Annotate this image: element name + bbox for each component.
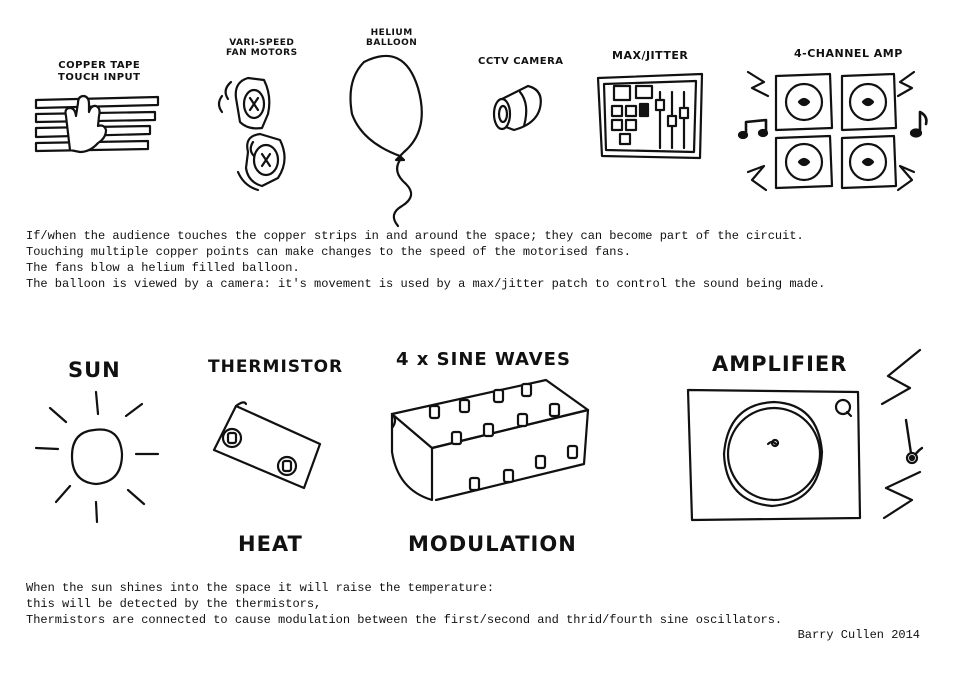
top-description-line: Touching multiple copper points can make changes to the speed of the motorised fans.: [26, 245, 631, 259]
sine-waves-label: 4 x SINE WAVES: [396, 349, 571, 370]
sun-illustration: [36, 392, 158, 522]
four-channel-amp-illustration: [739, 72, 926, 190]
max-jitter-label: MAX/JITTER: [612, 49, 689, 62]
cctv-camera-label: CCTV CAMERA: [478, 56, 564, 67]
sine-wave-oscillator-illustration: [392, 380, 588, 500]
cctv-camera-illustration: [494, 86, 541, 130]
top-description-line: The fans blow a helium filled balloon.: [26, 261, 300, 275]
fan-motors-label-line2: FAN MOTORS: [226, 48, 298, 59]
bottom-description-line: Thermistors are connected to cause modulation between the first/second and thrid/fourth sine oscillators.: [26, 613, 783, 627]
top-description-line: The balloon is viewed by a camera: it's movement is used by a max/jitter patch to control the sound being made.: [26, 277, 826, 291]
copper-tape-hand-illustration: [36, 96, 158, 152]
author-credit: Barry Cullen 2014: [797, 628, 920, 642]
fan-motors-label: [226, 38, 298, 59]
helium-balloon-illustration: [351, 56, 422, 226]
copper-tape-label-line1: COPPER TAPE: [58, 60, 141, 71]
thermistor-label: THERMISTOR: [208, 357, 344, 377]
modulation-label: MODULATION: [408, 532, 577, 556]
amplifier-label: AMPLIFIER: [712, 352, 848, 376]
heat-label: HEAT: [238, 532, 303, 556]
fan-motor-illustration: [219, 78, 285, 190]
balloon-label: [366, 28, 417, 49]
copper-tape-label: [58, 60, 141, 83]
sun-label: SUN: [68, 358, 121, 382]
bottom-description-line: When the sun shines into the space it will raise the temperature:: [26, 581, 495, 595]
thermistor-illustration: [214, 402, 320, 488]
balloon-label-line1: HELIUM: [370, 28, 413, 38]
balloon-label-line2: BALLOON: [366, 38, 418, 49]
bottom-description-line: this will be detected by the thermistors,: [26, 597, 322, 611]
top-description-line: If/when the audience touches the copper strips in and around the space; they can become part of the circuit.: [26, 229, 804, 243]
four-channel-amp-label: 4-CHANNEL AMP: [794, 47, 903, 60]
fan-motors-label-line1: VARI-SPEED: [229, 38, 295, 48]
copper-tape-label-line2: TOUCH INPUT: [58, 71, 141, 83]
max-jitter-illustration: [598, 74, 702, 158]
